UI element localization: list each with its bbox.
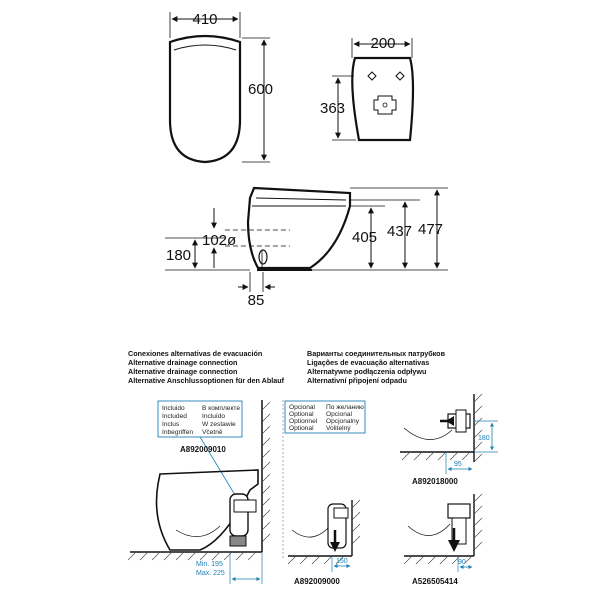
title-right-2: Ligações de evacuação alternativas: [307, 358, 430, 367]
included-right-1: В комплекте: [202, 405, 241, 412]
dim-height-1: 405: [352, 229, 378, 246]
included-left-3: Inclus: [162, 421, 180, 428]
included-right-2: Incluído: [202, 413, 226, 420]
dim-90-blue: 90: [458, 559, 466, 566]
optional-right-3: Opcjonalny: [326, 418, 359, 425]
included-left-2: Included: [162, 413, 187, 420]
optional-right-1: По желанию: [326, 404, 364, 411]
back-view: [320, 35, 413, 140]
dim-width-back: 200: [370, 35, 396, 52]
optional-left-4: Optional: [289, 425, 314, 432]
alternative-connections-title: [128, 349, 446, 385]
option-wall-outlet: [400, 394, 498, 486]
dim-outlet-depth: 85: [247, 292, 265, 309]
title-left-2: Alternative drainage connection: [128, 358, 238, 367]
optional-left-3: Optionnel: [289, 418, 318, 425]
title-right-4: Alternativní připojení odpadu: [307, 376, 407, 385]
dim-max: Max. 225: [196, 570, 225, 577]
optional-left-2: Optional: [289, 411, 314, 418]
dim-outlet-diameter: 102ø: [202, 232, 237, 249]
optional-right-4: Volitelný: [326, 425, 351, 432]
optional-left-1: Opcional: [289, 404, 316, 411]
title-left-1: Conexiones alternativas de evacuación: [128, 349, 263, 358]
optional-right-2: Opcional: [326, 411, 353, 418]
top-view: [170, 11, 273, 162]
code-bottom-right: A526505414: [412, 577, 458, 586]
optional-panel: [285, 401, 365, 433]
included-right-3: W zestawie: [202, 421, 236, 428]
dim-height-inlet: 363: [320, 100, 346, 117]
title-left-4: Alternative Anschlussoptionen für den Ablauf: [128, 376, 285, 385]
title-right-3: Alternatywne podłączenia odpływu: [307, 367, 427, 376]
dim-height-2: 437: [387, 223, 413, 240]
dim-180-blue: 180: [478, 435, 490, 442]
code-included: A892009010: [180, 445, 226, 454]
dim-95-blue: 95: [454, 461, 462, 468]
dim-length-top: 600: [248, 81, 274, 98]
included-left-1: Incluido: [162, 405, 185, 412]
included-left-4: Inbegriffen: [162, 429, 194, 436]
title-right-1: Варианты соединительных патрубков: [307, 349, 445, 358]
option-floor-outlet-90: [404, 494, 482, 586]
dim-150-blue: 150: [336, 558, 348, 565]
dim-height-3: 477: [418, 221, 444, 238]
code-bottom-mid: A892009000: [294, 577, 340, 586]
dim-min: Min. 195: [196, 561, 223, 568]
dim-outlet-height: 180: [166, 247, 192, 264]
dim-width-top: 410: [192, 11, 218, 28]
title-left-3: Alternative drainage connection: [128, 367, 238, 376]
included-right-4: Včetně: [202, 429, 223, 436]
option-floor-outlet-150: [288, 500, 360, 586]
code-top-right: A892018000: [412, 477, 458, 486]
side-view: [165, 188, 448, 309]
included-panel: [128, 400, 270, 584]
